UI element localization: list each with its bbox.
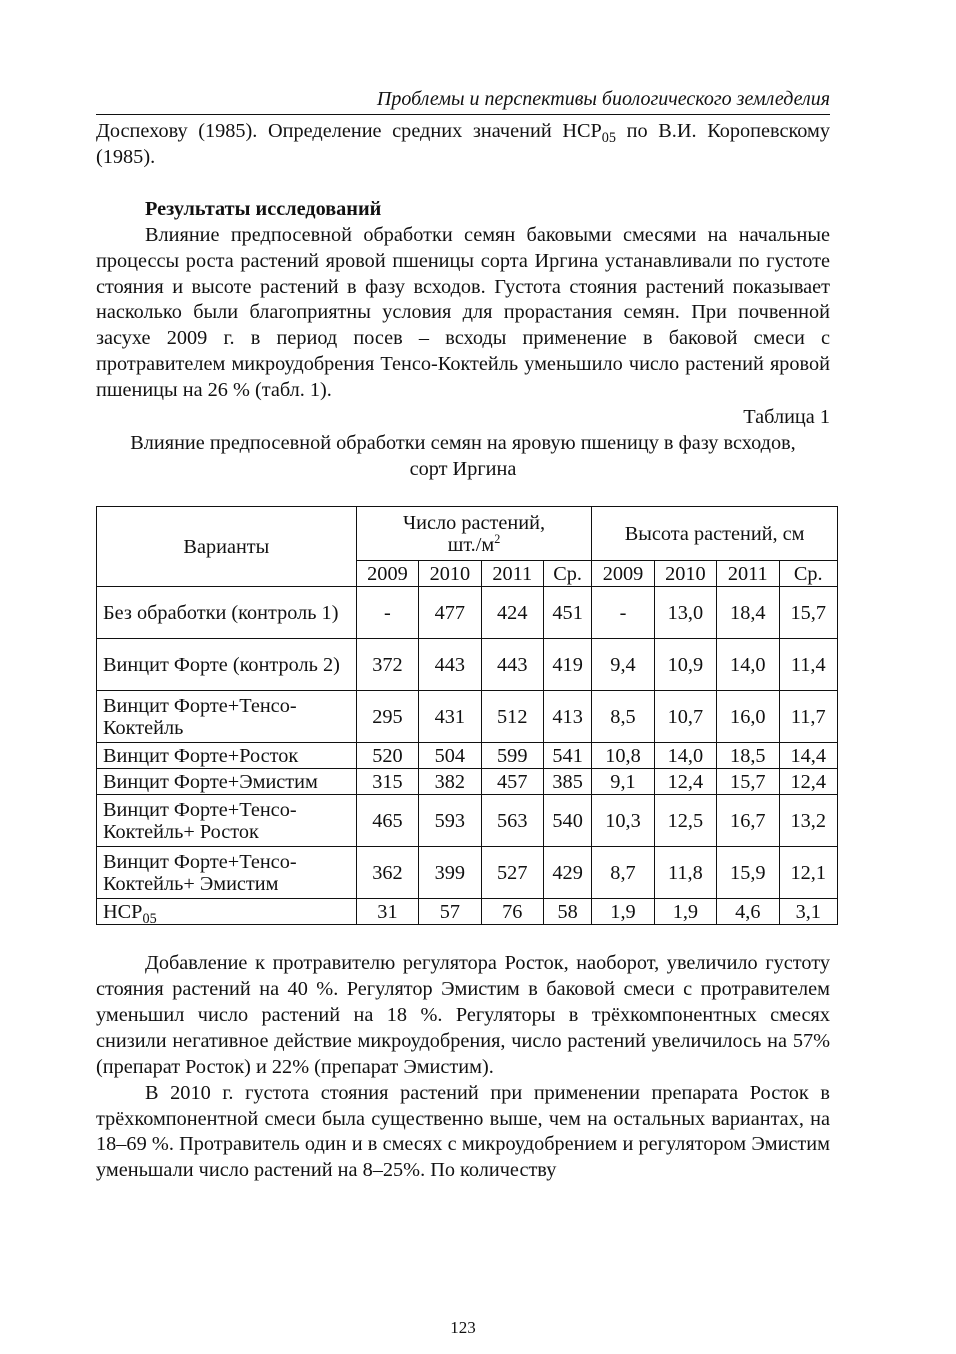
table-row bbox=[97, 743, 838, 769]
plant-height-cell: - bbox=[592, 587, 654, 639]
plant-count-cell: 465 bbox=[356, 795, 418, 847]
plant-height-cell: 11,8 bbox=[654, 847, 716, 899]
plant-count-cell: 424 bbox=[481, 587, 543, 639]
plant-count-cell: 399 bbox=[419, 847, 481, 899]
plant-height-cell: 12,4 bbox=[779, 769, 838, 795]
plants-year-header: 2009 bbox=[356, 561, 418, 587]
plant-count-cell: 451 bbox=[543, 587, 591, 639]
variant-cell: Винцит Форте+Эмистим bbox=[97, 769, 357, 795]
variant-cell: Без обработки (контроль 1) bbox=[97, 587, 357, 639]
plant-count-cell: 541 bbox=[543, 743, 591, 769]
plants-year-header: 2010 bbox=[419, 561, 481, 587]
plant-height-cell: 15,9 bbox=[717, 847, 779, 899]
table-row bbox=[97, 769, 838, 795]
plant-height-cell: 12,5 bbox=[654, 795, 716, 847]
plant-height-cell: 11,7 bbox=[779, 691, 838, 743]
plant-count-cell: 599 bbox=[481, 743, 543, 769]
variant-cell: Винцит Форте+Тенсо-Коктейль bbox=[97, 691, 357, 743]
paragraph-3: В 2010 г. густота стояния растений при применении препарата Росток в трёхкомпонентной смеси была существенно выше, чем на остальных вариантах, на 18–69 %. Протравитель один и в смесях с микроудобрением и регулятором Эмистим уменьшали число растений на 8–25%. По количеству bbox=[96, 1081, 830, 1182]
nsr-value-cell: 4,6 bbox=[717, 899, 779, 925]
plant-count-cell: 593 bbox=[419, 795, 481, 847]
variant-cell: Винцит Форте+Тенсо-Коктейль+ Росток bbox=[97, 795, 357, 847]
table-row bbox=[97, 639, 838, 691]
plant-height-cell: 12,4 bbox=[654, 769, 716, 795]
table-row bbox=[97, 847, 838, 899]
plant-height-cell: 10,8 bbox=[592, 743, 654, 769]
plant-count-cell: - bbox=[356, 587, 418, 639]
plant-count-cell: 457 bbox=[481, 769, 543, 795]
plant-height-cell: 14,0 bbox=[654, 743, 716, 769]
plant-height-cell: 15,7 bbox=[779, 587, 838, 639]
height-year-header: 2010 bbox=[654, 561, 716, 587]
header-variants: Варианты bbox=[97, 507, 357, 587]
plants-year-header: 2011 bbox=[481, 561, 543, 587]
nsr-value-cell: 57 bbox=[419, 899, 481, 925]
plant-height-cell: 16,0 bbox=[717, 691, 779, 743]
plant-height-cell: 8,5 bbox=[592, 691, 654, 743]
plant-height-cell: 13,0 bbox=[654, 587, 716, 639]
table-row bbox=[97, 795, 838, 847]
nsr-value-cell: 58 bbox=[543, 899, 591, 925]
plant-count-cell: 419 bbox=[543, 639, 591, 691]
plant-count-cell: 372 bbox=[356, 639, 418, 691]
table-label: Таблица 1 bbox=[743, 406, 830, 429]
nsr-value-cell: 3,1 bbox=[779, 899, 838, 925]
nsr-value-cell: 1,9 bbox=[592, 899, 654, 925]
plant-height-cell: 10,9 bbox=[654, 639, 716, 691]
plants-year-header: Ср. bbox=[543, 561, 591, 587]
intro-paragraph: Доспехову (1985). Определение средних значений $НСР_{05}$ по В.И. Коропевскому (1985). bbox=[96, 120, 830, 168]
plant-count-cell: 443 bbox=[481, 639, 543, 691]
variant-cell: Винцит Форте+Тенсо-Коктейль+ Эмистим bbox=[97, 847, 357, 899]
plant-count-cell: 385 bbox=[543, 769, 591, 795]
plant-height-cell: 13,2 bbox=[779, 795, 838, 847]
plant-count-cell: 520 bbox=[356, 743, 418, 769]
plant-count-cell: 504 bbox=[419, 743, 481, 769]
page bbox=[96, 86, 830, 1337]
plant-height-cell: 9,4 bbox=[592, 639, 654, 691]
plant-height-cell: 18,5 bbox=[717, 743, 779, 769]
plant-count-cell: 315 bbox=[356, 769, 418, 795]
height-year-header: Ср. bbox=[779, 561, 838, 587]
plant-count-cell: 443 bbox=[419, 639, 481, 691]
results-table bbox=[96, 506, 838, 925]
plant-count-cell: 429 bbox=[543, 847, 591, 899]
plant-height-cell: 10,7 bbox=[654, 691, 716, 743]
nsr-value-cell: 76 bbox=[481, 899, 543, 925]
table-row bbox=[97, 587, 838, 639]
nsr-value-cell: 1,9 bbox=[654, 899, 716, 925]
plant-count-cell: 431 bbox=[419, 691, 481, 743]
nsr-label: $НСР_{05}$ bbox=[97, 899, 357, 925]
plant-height-cell: 12,1 bbox=[779, 847, 838, 899]
paragraph-2: Добавление к протравителю регулятора Росток, наоборот, увеличило густоту стояния растений на 40 %. Регулятор Эмистим в баковой смеси с протравителем уменьшил число растений на 18 %. Регуляторы в трёхкомпонентных смесях снизили негативное действие микроудобрения, число растений увеличилось на 57% (препарат Росток) и 22% (препарат Эмистим). bbox=[96, 952, 830, 1078]
paragraph-1: Влияние предпосевной обработки семян баковыми смесями на начальные процессы роста растений яровой пшеницы сорта Иргина устанавливали по густоте стояния и высоте растений в фазу всходов. Густота стояния растений показывает насколько были благоприятны условия для прорастания семян. При почвенной засухе 2009 г. в период посев – всходы применение в баковой смеси с протравителем микроудобрения Тенсо-Коктейль уменьшило число растений яровой пшеницы на 26 % (табл. 1). bbox=[96, 223, 830, 402]
plant-height-cell: 10,3 bbox=[592, 795, 654, 847]
running-header: Проблемы и перспективы биологического земледелия bbox=[96, 86, 830, 115]
plant-height-cell: 18,4 bbox=[717, 587, 779, 639]
plant-height-cell: 11,4 bbox=[779, 639, 838, 691]
section-heading: Результаты исследований bbox=[145, 197, 382, 220]
header-plant-height: Высота растений, см bbox=[592, 507, 838, 561]
variant-cell: Винцит Форте (контроль 2) bbox=[97, 639, 357, 691]
plant-count-cell: 512 bbox=[481, 691, 543, 743]
table-title: Влияние предпосевной обработки семян на яровую пшеницу в фазу всходов, сорт Иргина bbox=[130, 432, 796, 481]
height-year-header: 2009 bbox=[592, 561, 654, 587]
plant-count-cell: 413 bbox=[543, 691, 591, 743]
plant-count-cell: 563 bbox=[481, 795, 543, 847]
plant-count-cell: 295 bbox=[356, 691, 418, 743]
plant-height-cell: 14,0 bbox=[717, 639, 779, 691]
plant-count-cell: 527 bbox=[481, 847, 543, 899]
plant-count-cell: 382 bbox=[419, 769, 481, 795]
plant-height-cell: 9,1 bbox=[592, 769, 654, 795]
table-row bbox=[97, 691, 838, 743]
plant-height-cell: 16,7 bbox=[717, 795, 779, 847]
variant-cell: Винцит Форте+Росток bbox=[97, 743, 357, 769]
nsr-row bbox=[97, 899, 838, 925]
plant-height-cell: 8,7 bbox=[592, 847, 654, 899]
plant-count-cell: 540 bbox=[543, 795, 591, 847]
header-plant-count: Число растений, $шт./м^2$ bbox=[356, 507, 592, 561]
plant-height-cell: 15,7 bbox=[717, 769, 779, 795]
page-number: 123 bbox=[450, 1318, 476, 1337]
plant-count-cell: 362 bbox=[356, 847, 418, 899]
height-year-header: 2011 bbox=[717, 561, 779, 587]
plant-count-cell: 477 bbox=[419, 587, 481, 639]
plant-height-cell: 14,4 bbox=[779, 743, 838, 769]
nsr-value-cell: 31 bbox=[356, 899, 418, 925]
